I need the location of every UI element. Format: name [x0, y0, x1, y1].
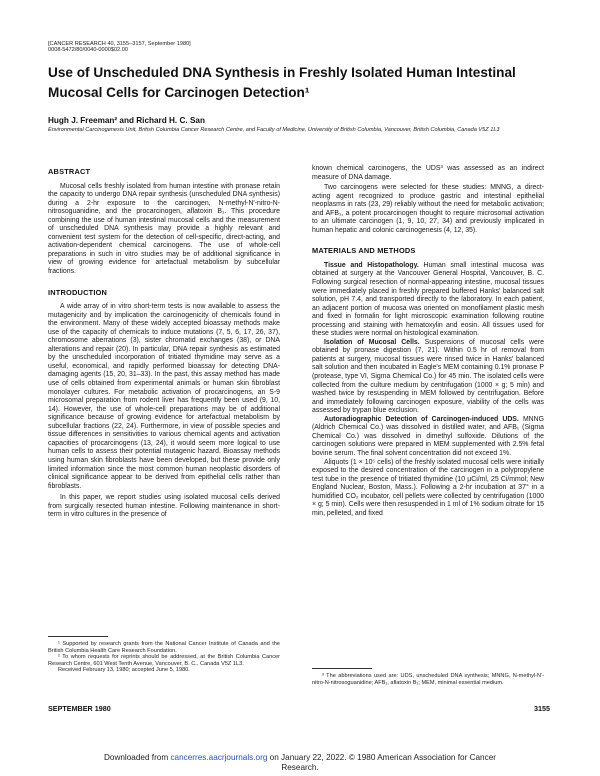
- right-footnotes: [312, 668, 544, 686]
- isolation-paragraph: [312, 339, 544, 416]
- journal-header: [48, 41, 191, 54]
- article-affiliation: Environmental Carcinogenesis Unit, British Columbia Cancer Research Centre, and Faculty of Medicine, University of British Columbia, Vancouver, British Columbia, Canada V5Z 1L3: [48, 127, 500, 133]
- carcinogen-selection-paragraph: Two carcinogens were selected for these studies: MNNG, a direct-acting agent recognized to produce gastric and intestinal epithelial neoplasms in rats (23, 29) reliably without the need for metabolic activation; and AFB₁, a potent procarcinogen thought to require microsomal activation to an ultimate carcinogen (1, 9, 10, 27, 34) and previously implicated in human hepatic and colonic carcinogenesis (4, 12, 35).: [312, 184, 544, 234]
- footnote-rule: [312, 668, 372, 669]
- footer-issue-date: SEPTEMBER 1980: [48, 704, 111, 713]
- autoradiography-paragraph: [312, 416, 544, 459]
- left-footnotes: [48, 636, 280, 674]
- introduction-heading: INTRODUCTION: [48, 287, 108, 297]
- download-line2: Research.: [281, 762, 319, 772]
- journal-code: 0008-5472/80/0040-0000$02.00: [48, 47, 128, 54]
- article-title: Use of Unscheduled DNA Synthesis in Freshly Isolated Human Intestinal Mucosal Cells for Carcinogen Detection¹: [48, 65, 516, 100]
- left-column: [48, 168, 280, 520]
- aliquots-paragraph: Aliquots (1 × 10⁵ cells) of the freshly isolated mucosal cells were initially exposed to the desired concentration of the carcinogen in a polypropylene test tube in the presence of tritiated thymidine (10 µCi/ml, 25 Ci/mmol; New England Nuclear, Boston, Mass.). Following a 2-hr incubation at 37° in a humidified CO₂ incubator, cell pellets were collected by centrifugation (1000 × g; 5 min). Cells were then resuspended in 1 ml of 1% sodium citrate for 15 min, pelleted, and fixed: [312, 458, 544, 517]
- download-suffix: on January 22, 2022. © 1980 American Association for Cancer: [267, 753, 496, 762]
- abstract-text: Mucosal cells freshly isolated from human intestine with pronase retain the capacity to undergo DNA repair synthesis (unscheduled DNA synthesis) during a 2-hr exposure to the carcinogen, N-methyl-N'-nitro-N-nitrosoguanidine, and the procarcinogen, aflatoxin B₁. This procedure combining the use of human intestinal mucosal cells and the measurement of unscheduled DNA synthesis may provide a highly relevant and convenient test system for the detection of cell-specific, direct-acting, and activation-dependent chemical carcinogens. The use of whole-cell preparations in such in vitro studies may be of additional significance in view of growing evidence for artefactual metabolism by subcellular fractions.: [48, 182, 280, 276]
- intro-continuation: known chemical carcinogens, the UDS³ was assessed as an indirect measure of DNA damage.: [312, 165, 544, 181]
- introduction-paragraph: A wide array of in vitro short-term tests is now available to assess the mutagenicity and by implication the carcinogenicity of chemicals found in the environment. Many of these widely accepted bioassay methods make use of the capacity of chemicals to induce mutations (7, 5, 6, 17, 26, 37), chromosome aberrations (3), sister chromatid exchanges (38), or DNA alterations and repair (20). In particular, DNA repair synthesis as estimated by the unscheduled incorporation of tritiated thymidine may serve as a useful, economical, and rapidly performed bioassay for detecting DNA-damaging agents (15, 20, 31–33). In the past, this assay method has made use of cells obtained from experimental animals or human skin fibroblast monolayer cultures. For metabolic activation of procarcinogens, an S-9 microsomal preparation from rodent liver has frequently been used (9, 10, 14). However, the use of whole-cell preparations may be of additional significance because of growing evidence for artefactual metabolism by subcellular fractions (22, 24). Furthermore, in view of possible species and tissue differences in sensitivities to various chemical agents and activation capacities of procarcinogens (13, 24), it would seem more logical to use human cells to assess their potential mutagenic hazard. Bioassay methods using human skin fibroblasts have been developed, but these provide only limited information since the most common human neoplastic disorders of clinical significance appear to be derived from epithelial cells rather than fibroblasts.: [48, 303, 280, 490]
- isolation-text: Suspensions of mucosal cells were obtained by pronase digestion (7, 21). Within 0.5 hr of removal from patients at surgery, mucosal tissues were rinsed twice in Hanks' balanced salt solution and then incubated in Eagle's MEM containing 0.1% pronase P (protease, type VI, Sigma Chemical Co.) for 45 min. The isolated cells were collected from the culture medium by centrifugation (1000 × g; 5 min) and washed twice by resuspending in MEM followed by centrifugation. Before and immediately following carcinogen exposure, viability of the cells was assessed by trypan blue exclusion.: [312, 338, 544, 415]
- footnote-funding: ¹ Supported by research grants from the National Cancer Institute of Canada and the British Columbia Health Care Research Foundation.: [48, 641, 280, 654]
- isolation-run-in-heading: Isolation of Mucosal Cells.: [324, 338, 420, 346]
- download-link[interactable]: cancerres.aacrjournals.org: [170, 753, 268, 762]
- tissue-paragraph: [312, 262, 544, 339]
- methods-heading: MATERIALS AND METHODS: [312, 246, 416, 256]
- tissue-text: Human small intestinal mucosa was obtained at surgery at the Vancouver General Hospital, Vancouver, B. C. Following surgical resection of normal-appearing intestine, mucosal tissues were immediately placed in freshly prepared buffered Hanks' balanced salt solution, pH 7.4, and transported directly to the laboratory. In each patient, an adjacent portion of mucosa was oriented on monofilament plastic mesh and fixed in formalin for light microscopic examination following routine processing and staining with hematoxylin and eosin. All tissues used for these studies were normal on histological examination.: [312, 261, 545, 338]
- received-date: Received February 13, 1980; accepted June 5, 1980.: [58, 667, 190, 674]
- download-notice: [0, 753, 600, 772]
- footnote-abbreviations: ³ The abbreviations used are: UDS, unscheduled DNA synthesis; MNNG, N-methyl-N'-nitro-N-nitrosoguanidine; AFB₁, aflatoxin B₁; MEM, minimal essential medium.: [312, 673, 544, 686]
- tissue-run-in-heading: Tissue and Histopathology.: [324, 261, 419, 269]
- right-column: [312, 165, 544, 518]
- journal-citation: [CANCER RESEARCH 40, 3155–3157, September 1980]: [48, 41, 191, 47]
- article-authors: Hugh J. Freeman² and Richard H. C. San: [48, 116, 205, 125]
- introduction-paragraph: In this paper, we report studies using isolated mucosal cells derived from surgically resected human intestine. Following maintenance in short-term in vitro cultures in the presence of: [48, 494, 280, 519]
- page-number: 3155: [534, 704, 550, 713]
- abstract-heading: ABSTRACT: [48, 167, 91, 176]
- autoradiography-run-in-heading: Autoradiographic Detection of Carcinogen-induced UDS.: [324, 415, 519, 423]
- footnote-rule: [48, 636, 108, 637]
- autoradiography-text: MNNG (Aldrich Chemical Co.) was dissolved in distilled water, and AFB₁ (Sigma Chemical Co.) was dissolved in dimethyl sulfoxide. Dilutions of the carcinogen solutions were prepared in MEM supplemented with 2.5% fetal bovine serum. The final solvent concentration did not exceed 1%.: [312, 415, 544, 457]
- footnote-reprints: ² To whom requests for reprints should be addressed, at the British Columbia Cancer Research Centre, 601 West Tenth Avenue, Vancouver, B. C., Canada V5Z 1L3.: [48, 654, 280, 667]
- download-prefix: Downloaded from: [104, 753, 171, 762]
